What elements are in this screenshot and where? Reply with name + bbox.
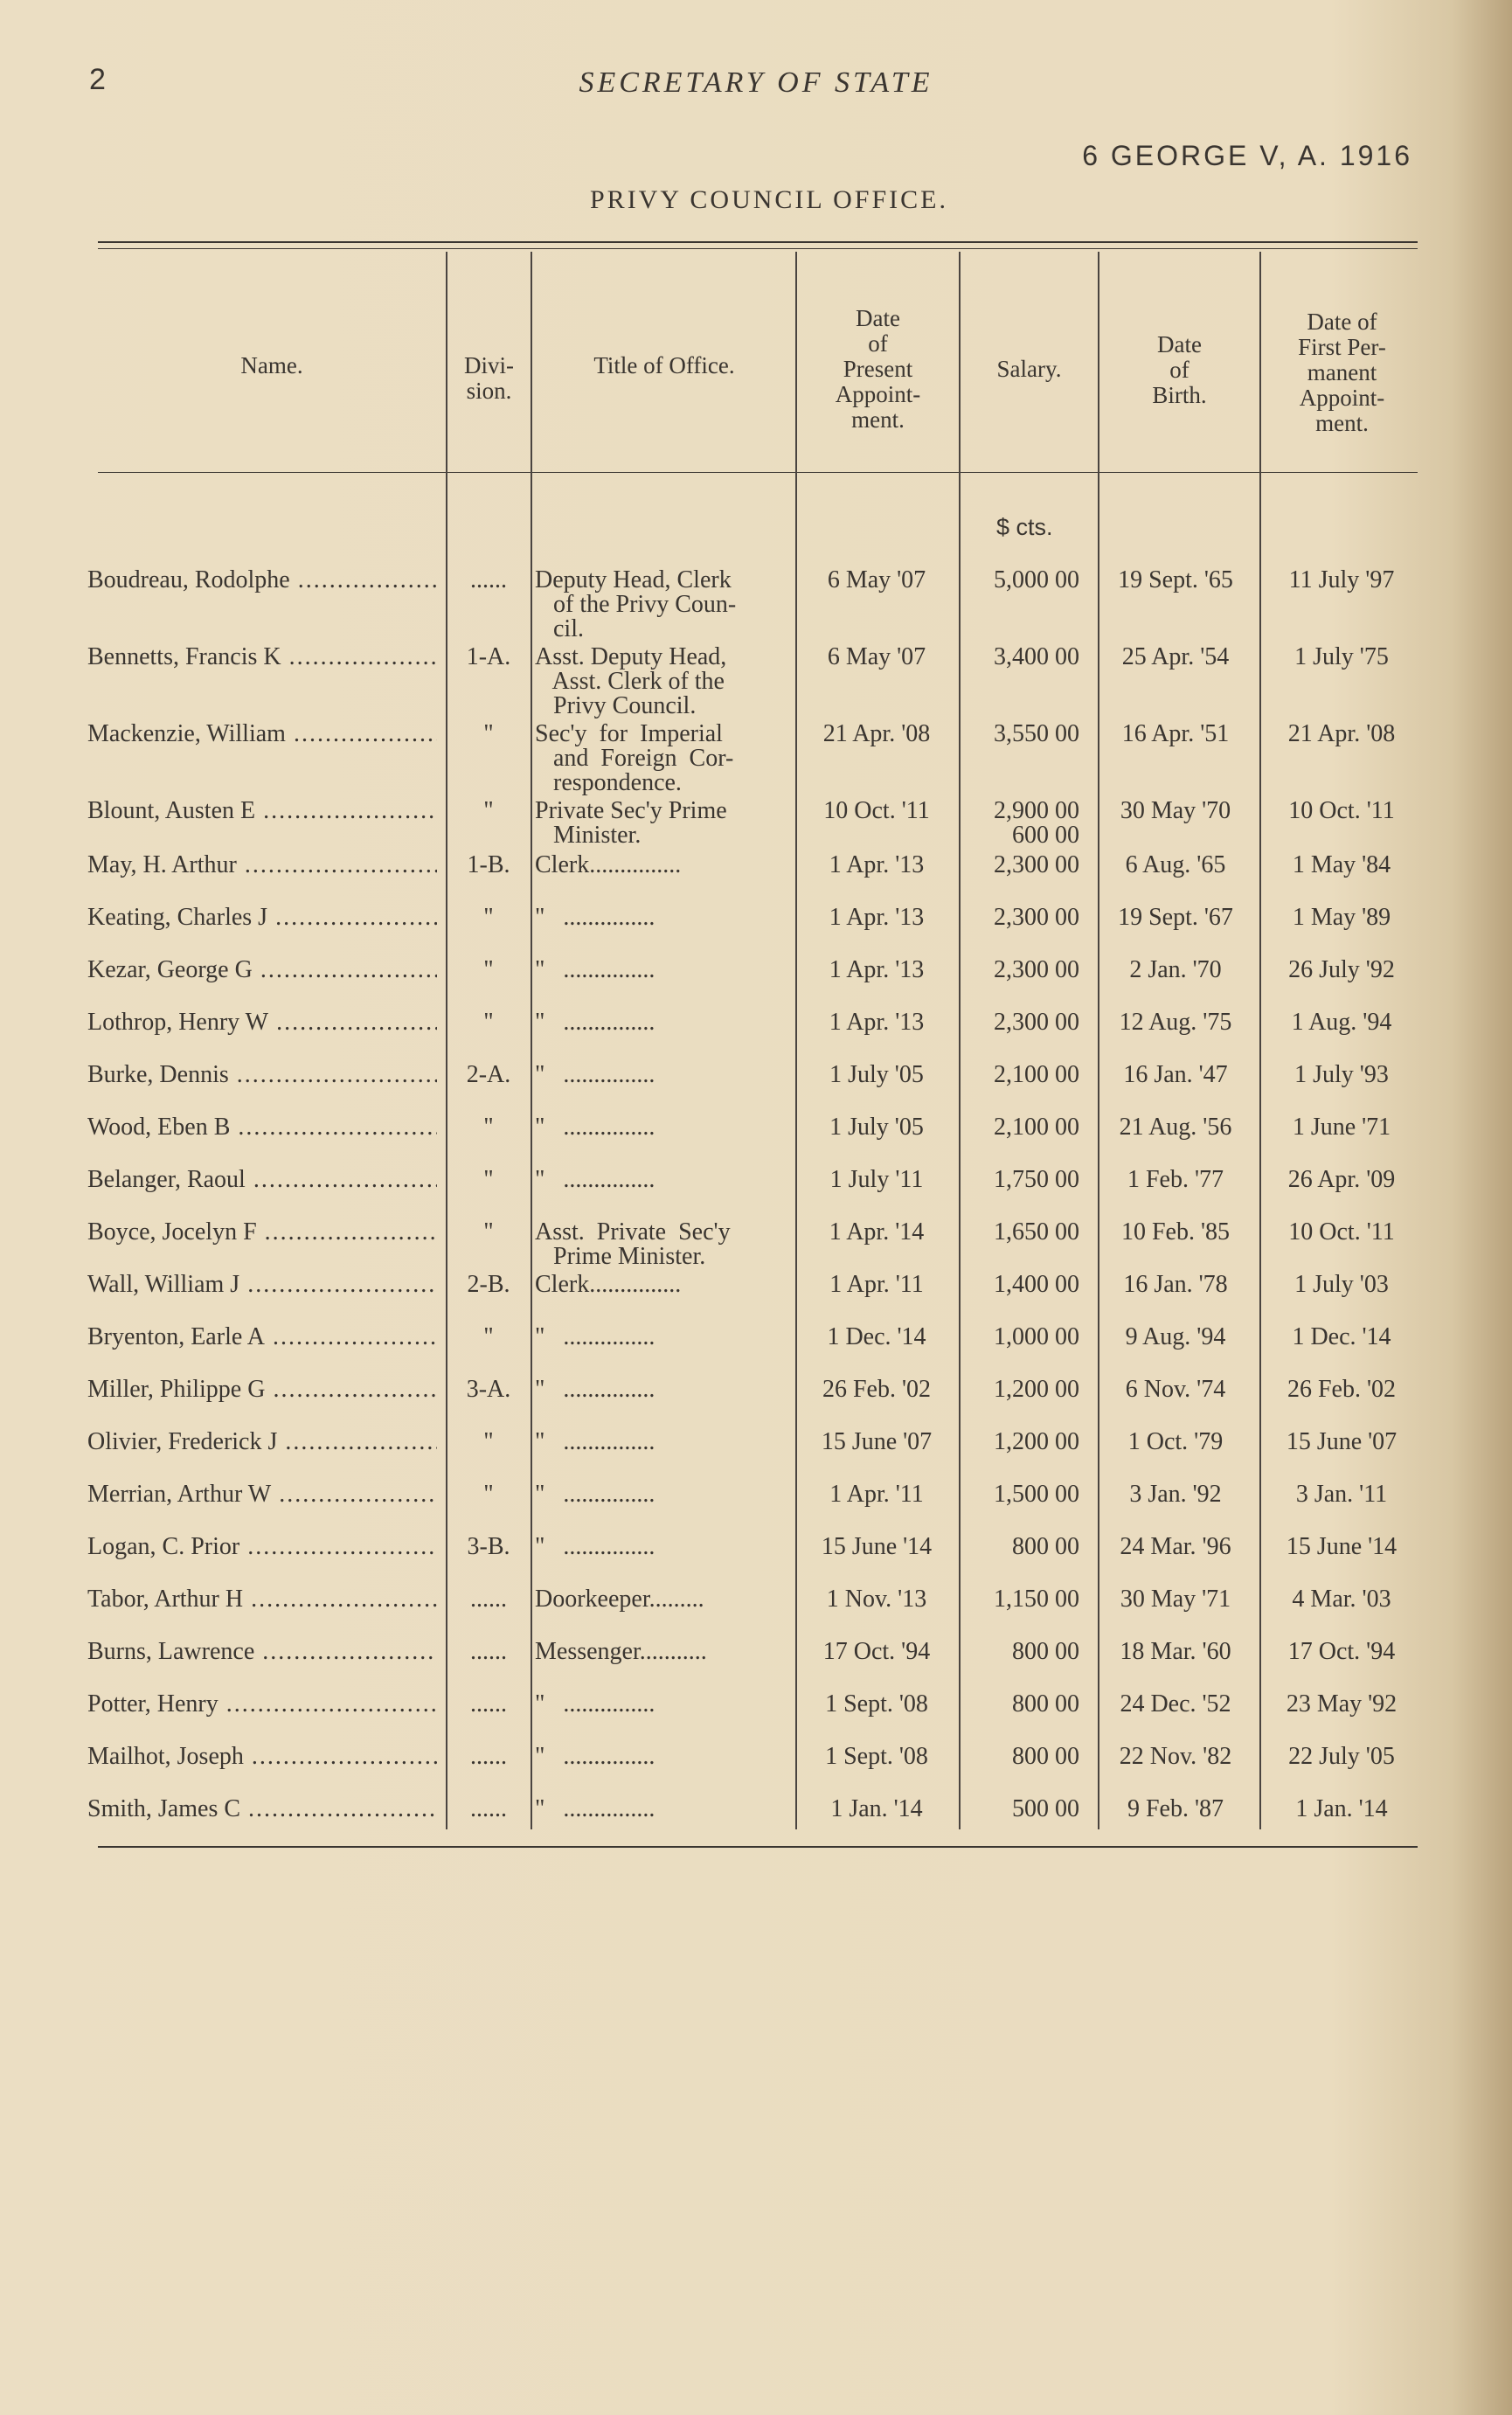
row-salary: 500 00 (1012, 1795, 1079, 1822)
row-name: Mailhot, Joseph ..... (87, 1745, 437, 1769)
row-division: 1-B. (467, 851, 510, 878)
row-salary: 1,400 00 (994, 1271, 1079, 1298)
row-salary: 2,300 00 (994, 904, 1079, 931)
row-division: ...... (470, 1743, 507, 1770)
row-salary: 3,550 00 (994, 720, 1079, 747)
row-title-of-office: Deputy Head, Clerk of the Privy Coun- cil. (535, 566, 737, 642)
row-division: ...... (470, 1795, 507, 1822)
row-division: 3-A. (466, 1376, 511, 1403)
row-name: Burns, Lawrence ..... (87, 1640, 437, 1664)
row-appointment-date: 1 Apr. '14 (829, 1218, 925, 1246)
office-title: PRIVY COUNCIL OFFICE. (590, 185, 948, 214)
row-birth-date: 6 Nov. '74 (1125, 1376, 1226, 1403)
row-salary: 1,500 00 (994, 1481, 1079, 1508)
row-division: " (483, 720, 494, 747)
row-first-appointment: 4 Mar. '03 (1292, 1586, 1391, 1613)
row-birth-date: 21 Aug. '56 (1119, 1114, 1232, 1141)
row-first-appointment: 1 June '71 (1292, 1114, 1391, 1141)
row-first-appointment: 26 July '92 (1288, 956, 1395, 983)
row-division: 2-B. (467, 1271, 510, 1298)
row-division: " (483, 1166, 494, 1193)
row-salary: 1,200 00 (994, 1376, 1079, 1403)
row-name: Merrian, Arthur W ..... (87, 1482, 437, 1507)
row-title-of-office: Clerk............... (535, 851, 682, 878)
row-division: ...... (470, 1586, 507, 1613)
row-first-appointment: 1 May '89 (1292, 904, 1391, 931)
row-appointment-date: 26 Feb. '02 (822, 1376, 932, 1403)
row-appointment-date: 1 Sept. '08 (825, 1690, 928, 1718)
row-division: " (483, 797, 494, 824)
row-name: Burke, Dennis ..... (87, 1063, 437, 1087)
row-title-of-office: Sec'y for Imperial and Foreign Cor- respondence. (535, 720, 734, 796)
row-name: Boudreau, Rodolphe ..... (87, 568, 437, 593)
row-name: Tabor, Arthur H ..... (87, 1587, 437, 1612)
row-appointment-date: 1 Sept. '08 (825, 1743, 928, 1770)
row-salary: 800 00 (1012, 1743, 1079, 1770)
row-salary: 800 00 (1012, 1690, 1079, 1718)
row-birth-date: 24 Mar. '96 (1120, 1533, 1231, 1560)
row-appointment-date: 10 Oct. '11 (823, 797, 930, 824)
row-name: Smith, James C ..... (87, 1797, 437, 1822)
row-title-of-office: " ............... (535, 1166, 655, 1193)
column-header-appointment: Date of Present Appoint- ment. (835, 305, 921, 433)
row-first-appointment: 1 July '75 (1294, 643, 1389, 670)
row-title-of-office: " ............... (535, 1061, 655, 1088)
row-name: Bennetts, Francis K ..... (87, 645, 437, 670)
row-appointment-date: 1 Apr. '13 (829, 1009, 925, 1036)
row-appointment-date: 1 Apr. '11 (829, 1271, 924, 1298)
row-title-of-office: " ............... (535, 904, 655, 931)
row-birth-date: 10 Feb. '85 (1120, 1218, 1231, 1246)
row-title-of-office: Messenger........... (535, 1638, 707, 1665)
row-division: ...... (470, 1690, 507, 1718)
column-divider (531, 252, 532, 1829)
row-name: Bryenton, Earle A ..... (87, 1325, 437, 1350)
row-division: " (483, 1218, 494, 1246)
row-salary: 2,300 00 (994, 851, 1079, 878)
row-first-appointment: 3 Jan. '11 (1295, 1481, 1388, 1508)
row-first-appointment: 21 Apr. '08 (1287, 720, 1396, 747)
row-birth-date: 16 Apr. '51 (1121, 720, 1230, 747)
row-appointment-date: 1 Nov. '13 (826, 1586, 927, 1613)
row-first-appointment: 11 July '97 (1288, 566, 1395, 593)
row-first-appointment: 1 Dec. '14 (1292, 1323, 1391, 1350)
row-first-appointment: 17 Oct. '94 (1287, 1638, 1396, 1665)
row-division: " (483, 1323, 494, 1350)
row-title-of-office: " ............... (535, 1009, 655, 1036)
row-appointment-date: 1 July '11 (829, 1166, 924, 1193)
row-salary: 5,000 00 (994, 566, 1079, 593)
row-first-appointment: 1 May '84 (1292, 851, 1391, 878)
row-first-appointment: 1 July '93 (1294, 1061, 1389, 1088)
row-first-appointment: 23 May '92 (1286, 1690, 1398, 1718)
column-header-name: Name. (240, 352, 303, 378)
row-salary: 2,100 00 (994, 1114, 1079, 1141)
row-salary: 2,100 00 (994, 1061, 1079, 1088)
row-division: " (483, 1009, 494, 1036)
top-rule (98, 241, 1418, 243)
row-appointment-date: 1 Apr. '11 (829, 1481, 924, 1508)
row-title-of-office: " ............... (535, 1481, 655, 1508)
row-name: Logan, C. Prior ..... (87, 1535, 437, 1559)
row-birth-date: 25 Apr. '54 (1121, 643, 1230, 670)
row-name: Boyce, Jocelyn F ..... (87, 1220, 437, 1245)
row-birth-date: 18 Mar. '60 (1120, 1638, 1231, 1665)
row-title-of-office: " ............... (535, 956, 655, 983)
row-first-appointment: 1 Aug. '94 (1291, 1009, 1392, 1036)
row-division: 1-A. (466, 643, 511, 670)
row-name: Mackenzie, William ..... (87, 722, 437, 746)
column-header-division: Divi- sion. (464, 352, 514, 404)
row-appointment-date: 1 Apr. '13 (829, 956, 925, 983)
row-division: ...... (470, 566, 507, 593)
row-appointment-date: 6 May '07 (827, 643, 926, 670)
row-title-of-office: " ............... (535, 1743, 655, 1770)
row-division: 2-A. (466, 1061, 511, 1088)
row-name: May, H. Arthur ..... (87, 853, 437, 878)
row-title-of-office: Asst. Deputy Head, Asst. Clerk of the Privy Council. (535, 643, 727, 719)
row-appointment-date: 1 July '05 (829, 1114, 924, 1141)
row-first-appointment: 15 June '07 (1286, 1428, 1398, 1455)
row-appointment-date: 15 June '07 (821, 1428, 933, 1455)
row-birth-date: 1 Oct. '79 (1127, 1428, 1224, 1455)
row-birth-date: 16 Jan. '78 (1123, 1271, 1228, 1298)
session-label: 6 GEORGE V, A. 1916 (1082, 140, 1412, 171)
row-birth-date: 6 Aug. '65 (1125, 851, 1226, 878)
row-title-of-office: Doorkeeper......... (535, 1586, 704, 1613)
row-name: Kezar, George G ..... (87, 958, 437, 982)
row-division: " (483, 1114, 494, 1141)
row-title-of-office: " ............... (535, 1323, 655, 1350)
row-name: Blount, Austen E ..... (87, 799, 437, 823)
salary-units: $ cts. (996, 514, 1053, 540)
row-appointment-date: 1 Apr. '13 (829, 904, 925, 931)
column-header-birth: Date of Birth. (1152, 331, 1207, 408)
row-title-of-office: Private Sec'y Prime Minister. (535, 797, 727, 849)
row-first-appointment: 1 Jan. '14 (1295, 1795, 1388, 1822)
row-appointment-date: 15 June '14 (821, 1533, 933, 1560)
row-salary: 1,150 00 (994, 1586, 1079, 1613)
row-first-appointment: 10 Oct. '11 (1288, 1218, 1395, 1246)
row-appointment-date: 1 Jan. '14 (830, 1795, 923, 1822)
row-first-appointment: 26 Apr. '09 (1287, 1166, 1396, 1193)
row-first-appointment: 10 Oct. '11 (1288, 797, 1395, 824)
row-appointment-date: 1 Dec. '14 (827, 1323, 926, 1350)
row-division: " (483, 956, 494, 983)
row-salary: 1,000 00 (994, 1323, 1079, 1350)
row-name: Potter, Henry ..... (87, 1692, 437, 1717)
row-birth-date: 9 Feb. '87 (1127, 1795, 1224, 1822)
row-salary: 1,650 00 (994, 1218, 1079, 1246)
row-title-of-office: " ............... (535, 1795, 655, 1822)
row-birth-date: 2 Jan. '70 (1129, 956, 1222, 983)
top-rule-thin (98, 248, 1418, 249)
running-title: SECRETARY OF STATE (579, 66, 933, 99)
row-salary: 2,300 00 (994, 1009, 1079, 1036)
row-name: Belanger, Raoul ..... (87, 1168, 437, 1192)
row-birth-date: 30 May '70 (1120, 797, 1231, 824)
row-division: " (483, 1428, 494, 1455)
row-division: " (483, 1481, 494, 1508)
row-salary: 800 00 (1012, 1533, 1079, 1560)
column-header-title: Title of Office. (593, 352, 735, 378)
row-birth-date: 19 Sept. '65 (1118, 566, 1233, 593)
row-birth-date: 1 Feb. '77 (1127, 1166, 1224, 1193)
row-salary: 2,900 00 600 00 (994, 797, 1079, 849)
row-name: Wood, Eben B ..... (87, 1115, 437, 1140)
bottom-rule (98, 1846, 1418, 1848)
row-title-of-office: Asst. Private Sec'y Prime Minister. (535, 1218, 731, 1270)
row-salary: 2,300 00 (994, 956, 1079, 983)
row-birth-date: 30 May '71 (1120, 1586, 1231, 1613)
row-birth-date: 12 Aug. '75 (1119, 1009, 1232, 1036)
row-title-of-office: Clerk............... (535, 1271, 682, 1298)
row-salary: 1,200 00 (994, 1428, 1079, 1455)
row-appointment-date: 21 Apr. '08 (822, 720, 931, 747)
row-title-of-office: " ............... (535, 1114, 655, 1141)
row-title-of-office: " ............... (535, 1690, 655, 1718)
row-name: Keating, Charles J ..... (87, 906, 437, 930)
row-salary: 1,750 00 (994, 1166, 1079, 1193)
row-birth-date: 19 Sept. '67 (1118, 904, 1233, 931)
row-name: Olivier, Frederick J ..... (87, 1430, 437, 1454)
row-birth-date: 3 Jan. '92 (1129, 1481, 1222, 1508)
row-first-appointment: 22 July '05 (1288, 1743, 1395, 1770)
row-division: 3-B. (467, 1533, 510, 1560)
row-birth-date: 16 Jan. '47 (1123, 1061, 1228, 1088)
row-appointment-date: 17 Oct. '94 (822, 1638, 931, 1665)
row-title-of-office: " ............... (535, 1428, 655, 1455)
row-appointment-date: 6 May '07 (827, 566, 926, 593)
column-header-first-appointment: Date of First Per- manent Appoint- ment. (1298, 309, 1386, 436)
row-salary: 3,400 00 (994, 643, 1079, 670)
row-title-of-office: " ............... (535, 1376, 655, 1403)
row-salary: 800 00 (1012, 1638, 1079, 1665)
header-rule (98, 472, 1418, 473)
row-title-of-office: " ............... (535, 1533, 655, 1560)
row-appointment-date: 1 July '05 (829, 1061, 924, 1088)
row-appointment-date: 1 Apr. '13 (829, 851, 925, 878)
row-name: Wall, William J ..... (87, 1273, 437, 1297)
row-name: Lothrop, Henry W ..... (87, 1010, 437, 1035)
row-birth-date: 9 Aug. '94 (1125, 1323, 1226, 1350)
column-header-salary: Salary. (996, 356, 1062, 382)
row-division: ...... (470, 1638, 507, 1665)
row-birth-date: 22 Nov. '82 (1119, 1743, 1232, 1770)
row-first-appointment: 26 Feb. '02 (1287, 1376, 1397, 1403)
row-birth-date: 24 Dec. '52 (1120, 1690, 1231, 1718)
row-name: Miller, Philippe G ..... (87, 1378, 437, 1402)
row-first-appointment: 15 June '14 (1286, 1533, 1398, 1560)
row-division: " (483, 904, 494, 931)
page-number: 2 (89, 63, 106, 96)
row-first-appointment: 1 July '03 (1294, 1271, 1389, 1298)
